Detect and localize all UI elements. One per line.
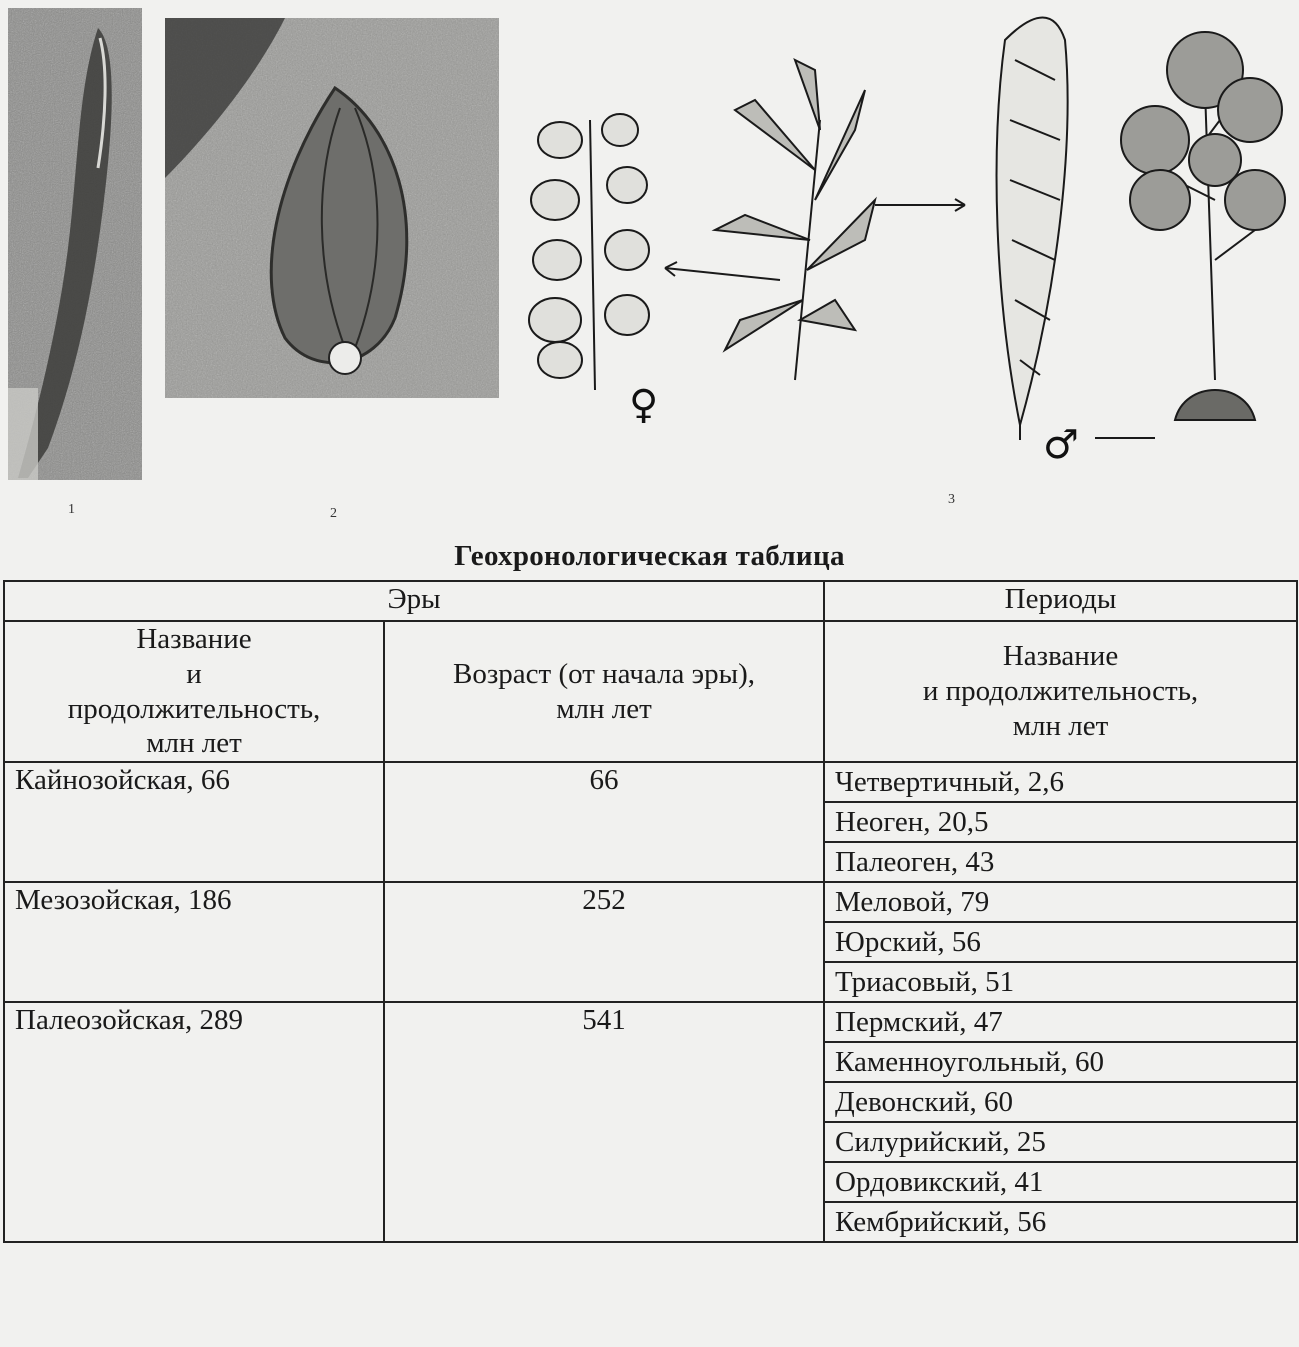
male-symbol: ♂ [1043, 422, 1079, 468]
figure-3-label: 3 [948, 492, 955, 507]
eras-header: Эры [4, 581, 824, 621]
fossil-photo-2 [165, 18, 499, 398]
period-cell: Каменноугольный, 60 [824, 1042, 1297, 1082]
period-cell: Пермский, 47 [824, 1002, 1297, 1042]
era-name-cell: Мезозойская, 186 [4, 882, 384, 1002]
period-cell: Четвертичный, 2,6 [824, 762, 1297, 802]
female-symbol: ♀ [629, 382, 659, 428]
figure-2-label: 2 [330, 506, 337, 521]
periods-header: Периоды [824, 581, 1297, 621]
era-name-cell: Палеозойская, 289 [4, 1002, 384, 1242]
table-row [4, 1002, 1297, 1042]
era-name-cell: Кайнозойская, 66 [4, 762, 384, 882]
period-name-column-header: Название и продолжительность, млн лет [824, 621, 1297, 762]
era-age-column-header: Возраст (от начала эры), млн лет [384, 621, 824, 762]
era-age-cell: 541 [384, 1002, 824, 1242]
table-row [4, 882, 1297, 922]
period-cell: Кембрийский, 56 [824, 1202, 1297, 1242]
period-cell: Девонский, 60 [824, 1082, 1297, 1122]
period-cell: Ордовикский, 41 [824, 1162, 1297, 1202]
period-cell: Юрский, 56 [824, 922, 1297, 962]
era-age-cell: 252 [384, 882, 824, 1002]
geochronological-table [3, 580, 1298, 1243]
fossil-photo-1 [8, 8, 142, 480]
period-cell: Неоген, 20,5 [824, 802, 1297, 842]
figure-1-label: 1 [68, 502, 75, 517]
period-cell: Меловой, 79 [824, 882, 1297, 922]
period-cell: Силурийский, 25 [824, 1122, 1297, 1162]
table-title: Геохронологическая таблица [454, 540, 845, 572]
era-name-column-header: Название и продолжительность, млн лет [4, 621, 384, 762]
era-age-cell: 66 [384, 762, 824, 882]
table-row [4, 762, 1297, 802]
plant-reconstruction-drawing [515, 0, 1295, 470]
period-cell: Палеоген, 43 [824, 842, 1297, 882]
period-cell: Триасовый, 51 [824, 962, 1297, 1002]
